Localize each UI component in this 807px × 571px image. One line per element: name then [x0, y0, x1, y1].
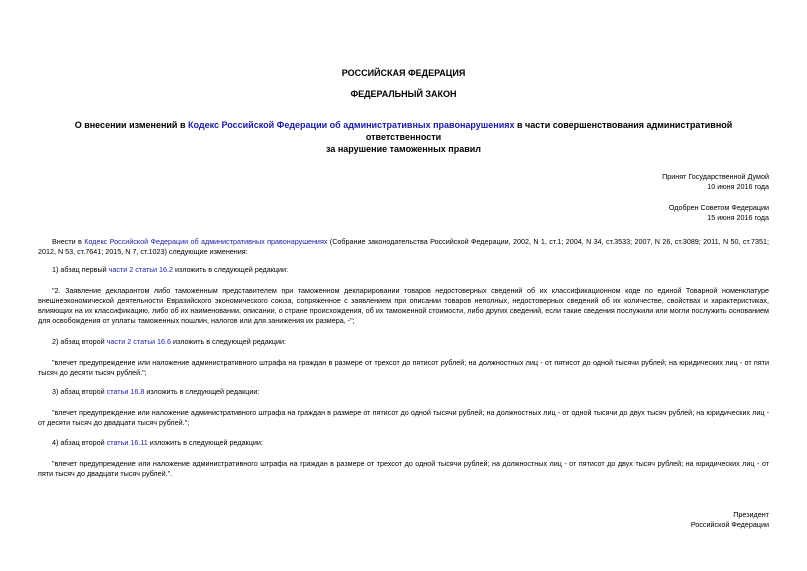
duma-adoption-date: 10 июня 2016 года: [707, 182, 769, 191]
item-2-header: [52, 337, 286, 347]
item-3-text: "влечет предупреждение или наложение административного штрафа на граждан в размере от пятисот до одной тысячи рублей; на должностных лиц - от одной тысячи до двух тысяч рублей; на юридических лиц - от десяти тысяч до двадцати тысяч рублей.";: [38, 408, 769, 427]
duma-adoption-label: Принят Государственной Думой: [662, 172, 769, 181]
item-4-suffix: изложить в следующей редакции:: [147, 438, 263, 447]
item-2-text: "влечет предупреждение или наложение административного штрафа на граждан в размере от трехсот до пятисот рублей; на должностных лиц - от пятисот до одной тысячи рублей; на юридических лиц - от пяти тысяч до десяти тысяч рублей.";: [38, 358, 769, 377]
item-2-suffix: изложить в следующей редакции:: [170, 337, 287, 346]
heading-suffix: в части совершенствования административной ответственности: [365, 120, 733, 142]
item-1-suffix: изложить в следующей редакции:: [172, 265, 289, 274]
signature-country: Российской Федерации: [690, 520, 769, 529]
item-1-link[interactable]: части 2 статьи 16.2: [108, 265, 173, 274]
council-approval-label: Одобрен Советом Федерации: [668, 203, 769, 212]
intro-prefix: Внести в: [52, 237, 85, 246]
item-3-header: [52, 387, 259, 397]
item-2-link[interactable]: части 2 статьи 16.6: [106, 337, 171, 346]
item-4-link[interactable]: статьи 16.11: [106, 438, 148, 447]
heading-line2: за нарушение таможенных правил: [325, 144, 482, 154]
duma-adoption: [662, 172, 769, 192]
intro-code-link[interactable]: Кодекс Российской Федерации об административных правонарушениях: [84, 237, 328, 246]
item-4-prefix: 4) абзац второй: [52, 438, 107, 447]
item-4-text: "влечет предупреждение или наложение административного штрафа на граждан в размере от трехсот до одной тысячи рублей; на должностных лиц - от пятисот до двух тысяч рублей; на юридических лиц - от пяти тысяч до двадцати тысяч рублей.".: [38, 459, 769, 478]
council-approval-date: 15 июня 2016 года: [707, 213, 769, 222]
signature-title: Президент: [733, 510, 769, 519]
item-1-header: [52, 265, 288, 275]
signature-block: [691, 510, 769, 530]
item-4-header: [52, 438, 263, 448]
heading-code-link[interactable]: Кодекс Российской Федерации об административных правонарушениях: [188, 120, 515, 130]
item-3-suffix: изложить в следующей редакции:: [144, 387, 260, 396]
item-1-prefix: 1) абзац первый: [52, 265, 109, 274]
item-3-prefix: 3) абзац второй: [52, 387, 107, 396]
heading-prefix: О внесении изменений в: [74, 120, 188, 130]
country-title: РОССИЙСКАЯ ФЕДЕРАЦИЯ: [341, 68, 466, 78]
item-3-link[interactable]: статьи 16.8: [106, 387, 145, 396]
item-1-text: "2. Заявление декларантом либо таможенным представителем при таможенном декларировании товаров недостоверных сведений об их классификационном коде по единой Товарной номенклатуре внешнеэкономической деятельности Евразийского экономического союза, сопряженное с заявлением при описании товаров неполных, недостоверных сведений об их количестве, свойствах и характеристиках, влияющих на их классификацию, либо об их наименовании, описании, о стране происхождения, об их таможенной стоимости, либо других сведений, если такие сведения послужили или могли послужить основанием для освобождения от уплаты таможенных пошлин, налогов или для занижения их размера, -";: [38, 286, 769, 325]
law-heading: [38, 119, 769, 155]
document-type-title: ФЕДЕРАЛЬНЫЙ ЗАКОН: [350, 89, 457, 99]
item-2-prefix: 2) абзац второй: [52, 337, 107, 346]
council-approval: [669, 203, 769, 223]
intro-suffix: (Собрание законодательства Российской Федерации, 2002, N 1, ст.1; 2004, N 34, ст.3533; 2007, N 26, ст.3089; 2011, N 50, ст.7351; 2012, N 53, ст.7641; 2015, N 7, ст.1023) следующие изменения:: [38, 237, 769, 256]
intro-paragraph: [38, 237, 769, 257]
